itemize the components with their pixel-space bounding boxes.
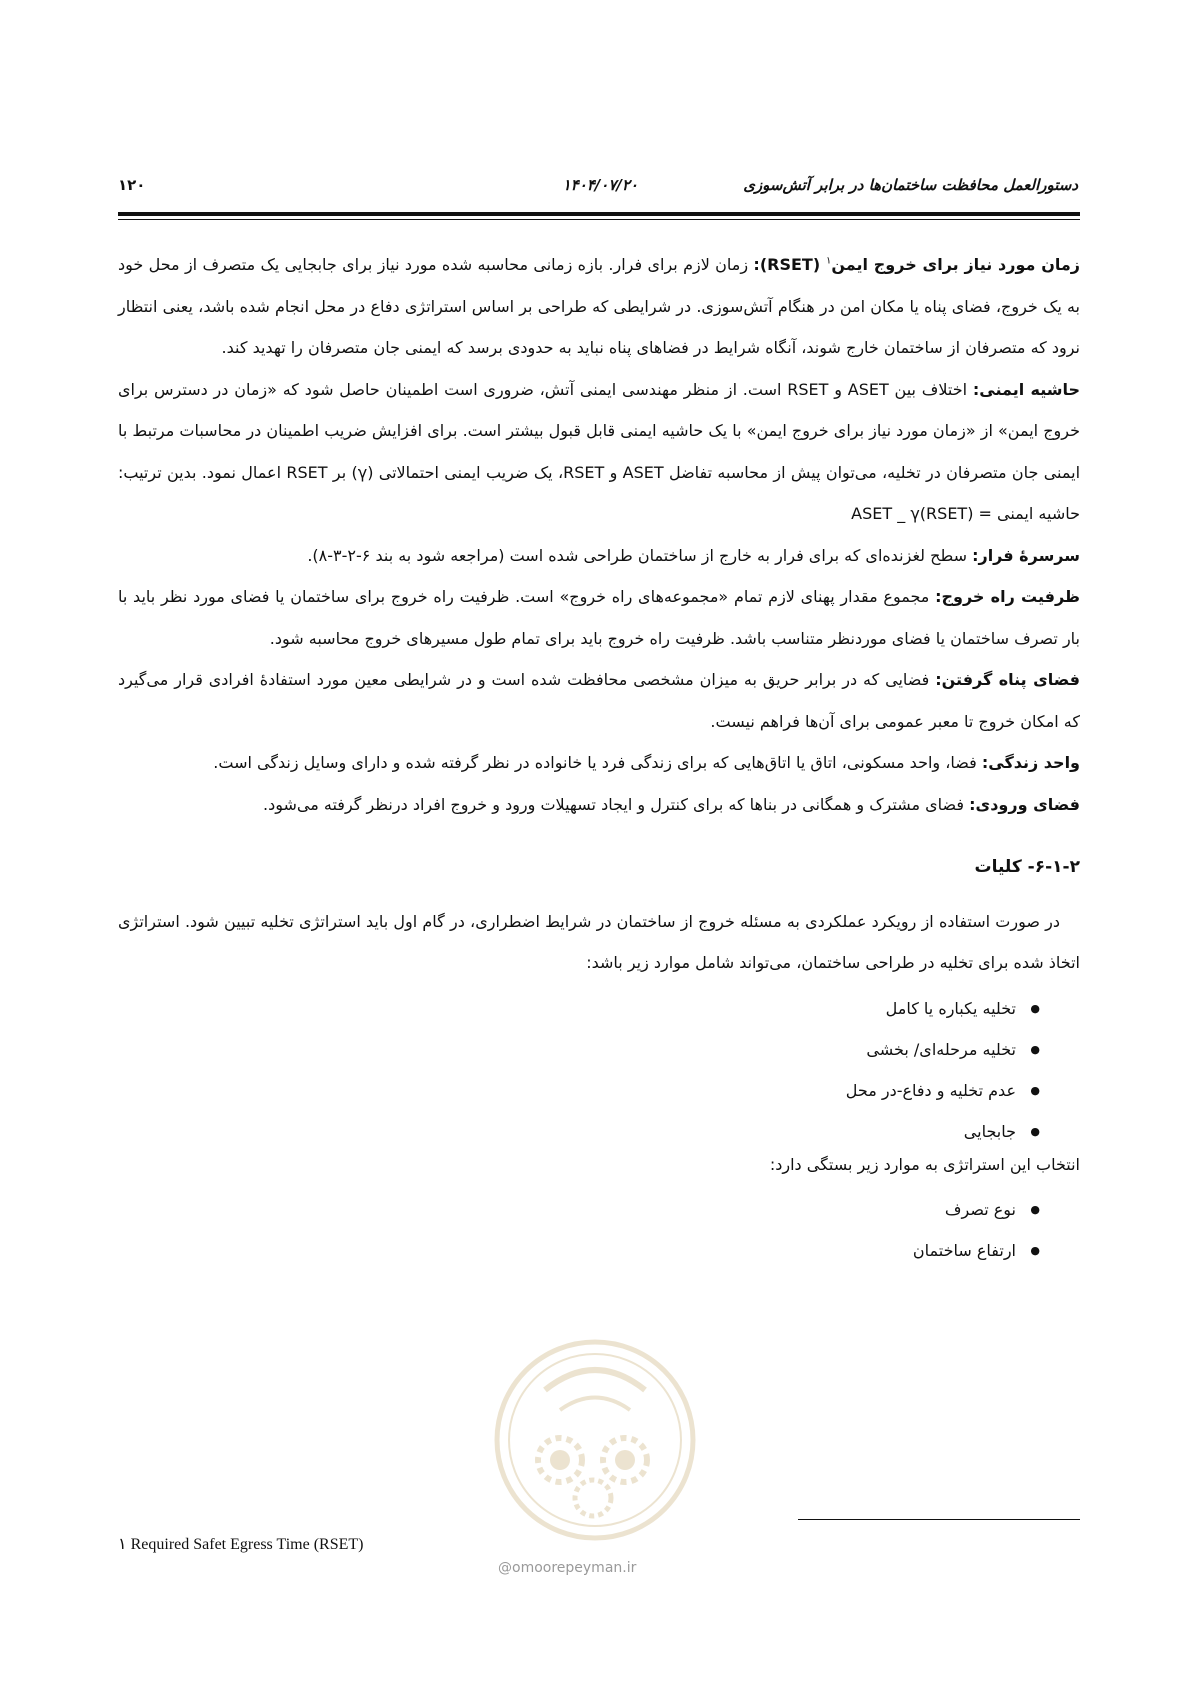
- definition-text: سطح لغزنده‌ای که برای فرار به خارج از ساختمان طراحی شده است (مراجعه شود به بند ۶-۲-۳-۸).: [307, 545, 973, 565]
- definition-term: سرسرهٔ فرار:: [972, 545, 1080, 565]
- definition-term: ظرفیت راه خروج:: [935, 587, 1080, 606]
- definition-living-unit: [118, 742, 1080, 784]
- definition-rset: [118, 244, 1080, 369]
- header-rule-thick: [118, 212, 1080, 216]
- definition-abbreviation: (RSET):: [753, 255, 826, 274]
- definition-text: مجموع مقدار پهنای لازم تمام «مجموعه‌های راه خروج» است. ظرفیت راه خروج برای ساختمان یا فضای مورد نظر باید با بار تصرف ساختمان یا فضای موردنظر متناسب باشد. ظرفیت راه خروج باید برای تمام طول مسیرهای خروج محاسبه شود.: [118, 587, 1080, 648]
- definition-term: فضای پناه گرفتن:: [935, 670, 1081, 689]
- header-rule-thin: [118, 219, 1080, 220]
- dependency-intro: انتخاب این استراتژی به موارد زیر بستگی دارد:: [769, 1154, 1080, 1174]
- definition-term: زمان مورد نیاز برای خروج ایمن: [831, 255, 1081, 274]
- definition-term: حاشیه ایمنی:: [972, 379, 1081, 399]
- list-item: ● عدم تخلیه و دفاع-در محل: [118, 1070, 1040, 1111]
- footnote-rule: [798, 1519, 1080, 1520]
- definition-text: فضا، واحد مسکونی، اتاق یا اتاق‌هایی که برای زندگی فرد یا خانواده در نظر گرفته شده و دارای وسایل زندگی است.: [213, 753, 982, 772]
- definition-text: فضای مشترک و همگانی در بناها که برای کنترل و ایجاد تسهیلات ورود و خروج افراد درنظر گرفته می‌شود.: [263, 794, 970, 814]
- list-item: ● تخلیه مرحله‌ای/ بخشی: [118, 1029, 1040, 1070]
- definition-entry-space: [118, 784, 1080, 826]
- list-item: ● نوع تصرف: [118, 1189, 1040, 1230]
- header-date: ۱۴۰۴/۰۷/۲۰: [562, 176, 638, 194]
- definition-refuge-space: [118, 659, 1080, 742]
- section-title: ۶-۱-۲- کلیات: [974, 857, 1080, 877]
- definition-term: فضای ورودی:: [969, 794, 1080, 814]
- footnote: ۱ Required Safet Egress Time (RSET): [118, 1536, 364, 1553]
- definition-term: واحد زندگی:: [981, 753, 1080, 772]
- definition-escape-chute: [118, 535, 1080, 577]
- list-item: ● جابجایی: [118, 1111, 1040, 1152]
- list-item: ● تخلیه یکباره یا کامل: [118, 988, 1040, 1029]
- watermark-site: @omoorepeyman.ir: [498, 1560, 637, 1576]
- footnote-marker: ۱: [825, 255, 832, 267]
- factor-list: [118, 1189, 1080, 1271]
- page-number: ۱۲۰: [118, 176, 146, 194]
- strategy-list: [118, 988, 1080, 1152]
- watermark-seal-logo: [490, 1330, 700, 1560]
- page-header: [118, 176, 1078, 206]
- list-item: ● ارتفاع ساختمان: [118, 1230, 1040, 1271]
- main-content: [118, 244, 1080, 1271]
- header-title: دستورالعمل محافظت ساختمان‌ها در برابر آتش‌سوزی: [743, 176, 1078, 194]
- definition-text: اختلاف بین ASET و RSET است. از منظر مهندسی ایمنی آتش، ضروری است اطمینان حاصل شود که «زمان در دسترس برای خروج ایمن» از «زمان مورد نیاز برای خروج ایمن» با یک حاشیه ایمنی قابل قبول بیشتر است. برای افزایش ضریب اطمینان در محاسبات مرتبط با ایمنی جان متصرفان در تخلیه، می‌توان پیش از محاسبه تفاضل ASET و RSET، یک ضریب ایمنی احتمالاتی (γ) بر RSET اعمال نمود. بدین ترتیب: حاشیه ایمنی = ASET _ γ(RSET): [118, 379, 1081, 523]
- section-intro: در صورت استفاده از رویکرد عملکردی به مسئله خروج از ساختمان در شرایط اضطراری، در گام اول باید استراتژی تخلیه تبیین شود. استراتژی اتخاذ شده برای تخلیه در طراحی ساختمان، می‌تواند شامل موارد زیر باشد:: [118, 911, 1080, 972]
- definition-text: زمان لازم برای فرار. بازه زمانی محاسبه شده مورد نیاز برای جابجایی یک متصرف از محل خود به یک خروج، فضای پناه یا مکان امن در هنگام آتش‌سوزی. در شرایطی که طراحی بر اساس استراتژی دفاع در محل انجام شده باشد، یعنی انتظار نرود که متصرفان از ساختمان خارج شوند، آنگاه شرایط در فضاهای پناه نباید به حدودی برسد که ایمنی جان متصرفان را تهدید کند.: [118, 255, 1080, 357]
- definition-safety-margin: [118, 369, 1080, 535]
- definition-text: فضایی که در برابر حریق به میزان مشخصی محافظت شده است و در شرایطی معین مورد استفادهٔ افرادی قرار می‌گیرد که امکان خروج تا معبر عمومی برای آن‌ها فراهم نیست.: [118, 670, 1080, 731]
- definition-egress-capacity: [118, 576, 1080, 659]
